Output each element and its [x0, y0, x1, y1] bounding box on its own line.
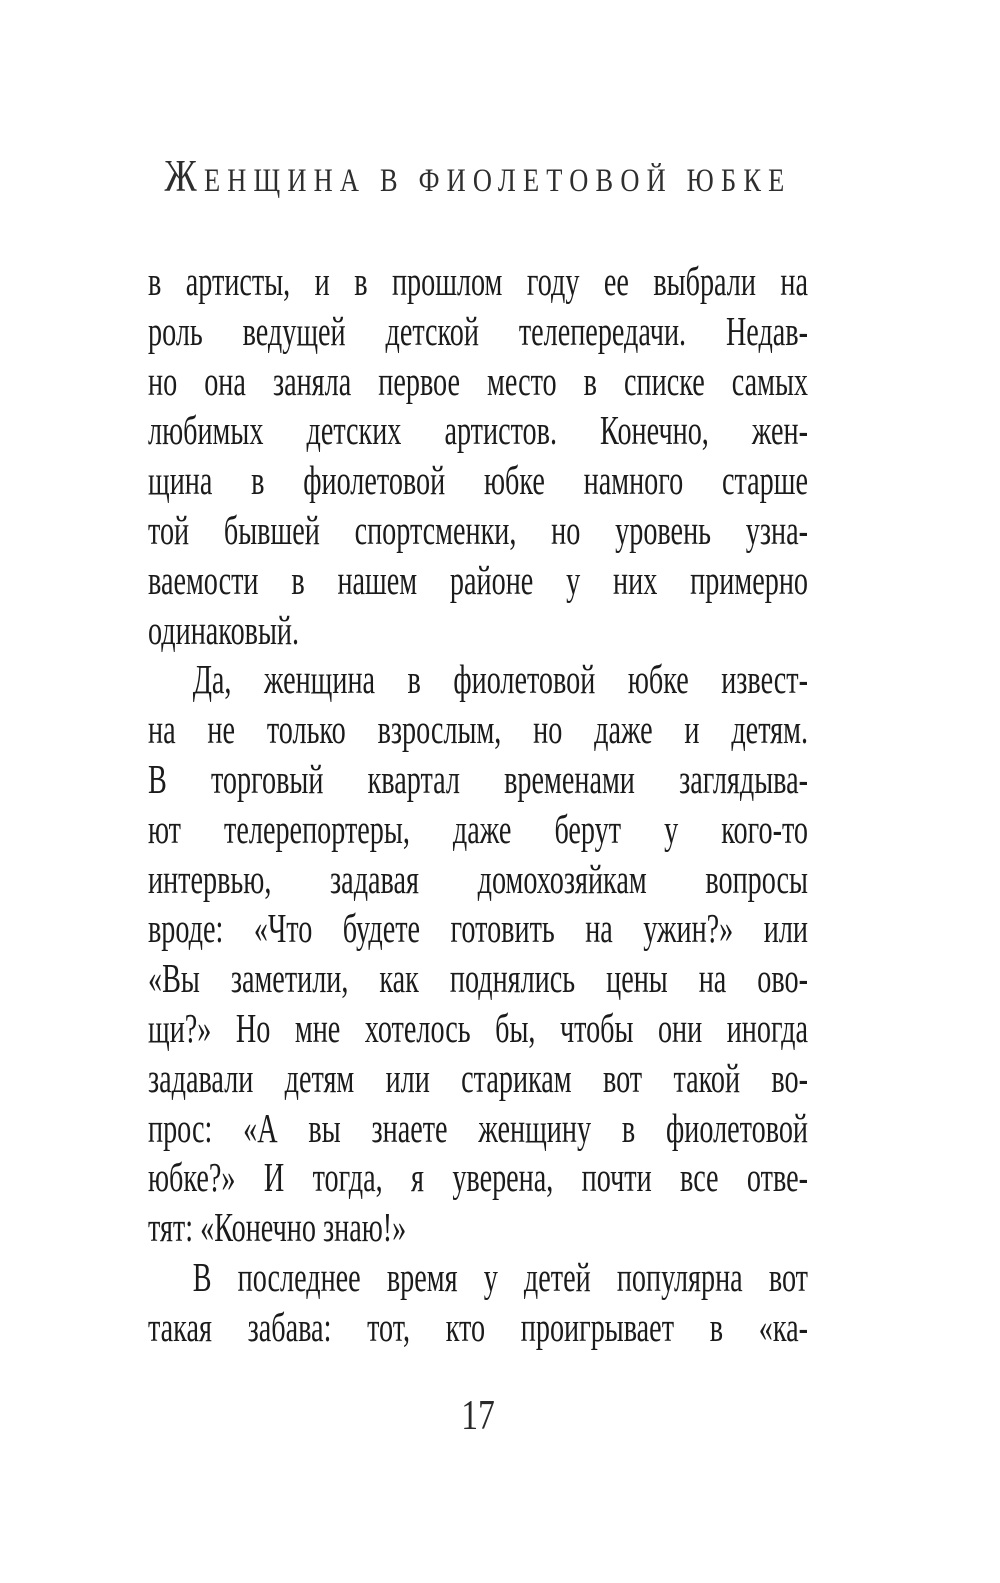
text-line: роль ведущей детской телепередачи. Недав- [148, 307, 808, 354]
text-line: В торговый квартал временами заглядыва- [148, 755, 808, 802]
text-line: ваемости в нашем районе у них примерно [148, 556, 808, 603]
text-line: ют телерепортеры, даже берут у кого-то [148, 805, 808, 852]
text-line: щи?» Но мне хотелось бы, чтобы они иногда [148, 1004, 808, 1051]
text-line: вроде: «Что будете готовить на ужин?» или [148, 905, 808, 952]
text-line: любимых детских артистов. Конечно, жен- [148, 407, 808, 454]
body-text [148, 257, 808, 1353]
text-line: Да, женщина в фиолетовой юбке извест- [192, 656, 808, 703]
text-line: такая забава: тот, кто проигрывает в «ка- [148, 1303, 808, 1350]
text-line: задавали детям или старикам вот такой во- [148, 1054, 808, 1101]
text-line: щина в фиолетовой юбке намного старше [148, 457, 808, 504]
text-line: той бывшей спортсменки, но уровень узна- [148, 506, 808, 553]
text-line: тят: «Конечно знаю!» [148, 1204, 407, 1251]
running-header: ЖЕНЩИНА В ФИОЛЕТОВОЙ ЮБКЕ [164, 151, 792, 201]
text-line: но она заняла первое место в списке самых [148, 357, 808, 404]
text-line: В последнее время у детей популярна вот [192, 1253, 808, 1300]
text-line: «Вы заметили, как поднялись цены на ово- [148, 955, 808, 1002]
page-number: 17 [461, 1393, 495, 1439]
text-line: на не только взрослым, но даже и детям. [148, 706, 808, 753]
text-line: в артисты, и в прошлом году ее выбрали на [148, 258, 808, 304]
text-line: интервью, задавая домохозяйкам вопросы [148, 855, 808, 902]
text-line: прос: «А вы знаете женщину в фиолетовой [148, 1104, 808, 1151]
text-line: одинаковый. [148, 606, 300, 653]
text-line: юбке?» И тогда, я уверена, почти все отве- [148, 1154, 808, 1201]
